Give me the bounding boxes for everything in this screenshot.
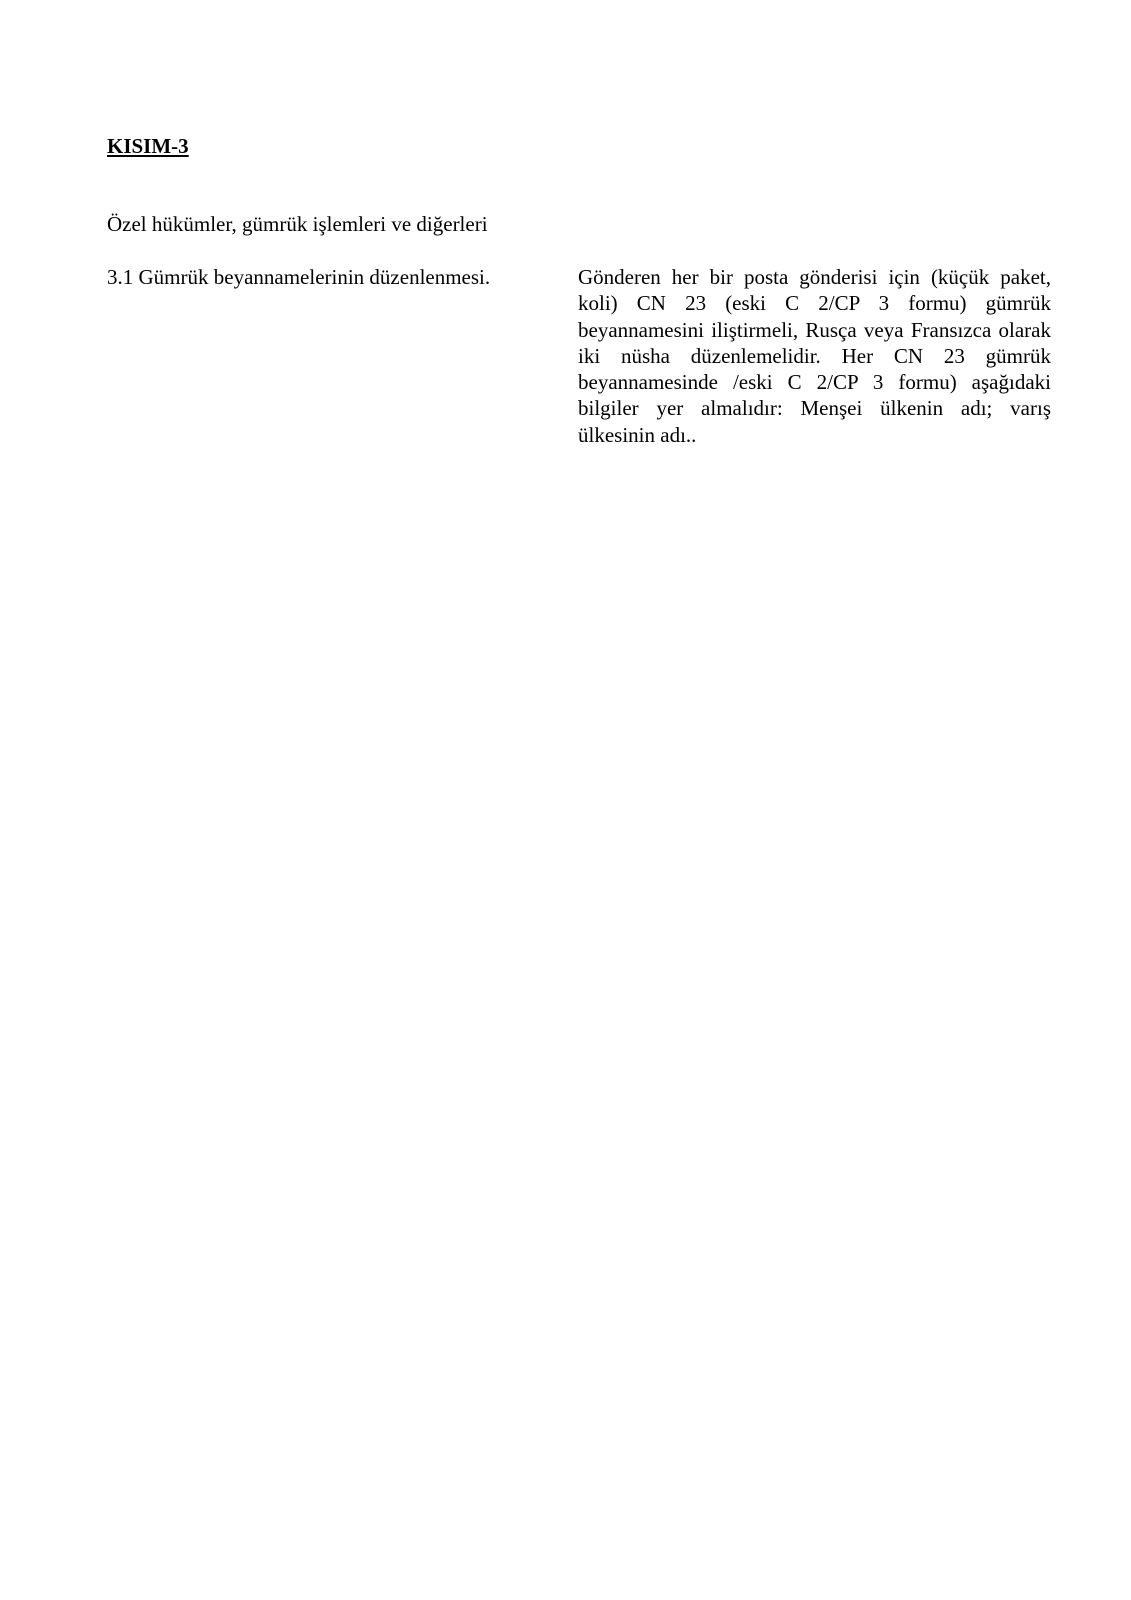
section-title: KISIM-3 xyxy=(107,134,189,158)
section-subtitle: Özel hükümler, gümrük işlemleri ve diğerleri xyxy=(107,212,488,236)
item-body: Gönderen her bir posta gönderisi için (küçük paket, koli) CN 23 (eski C 2/CP 3 formu) gümrük beyannamesini iliştirmeli, Rusça veya Fransızca olarak iki nüsha düzenlemelidir. Her CN 23 gümrük beyannamesinde /eski C 2/CP 3 formu) aşağıdaki bilgiler yer almalıdır: Menşei ülkenin adı; varış ülkesinin adı.. xyxy=(578,265,1051,447)
item-label: 3.1 Gümrük beyannamelerinin düzenlenmesi. xyxy=(107,265,491,289)
